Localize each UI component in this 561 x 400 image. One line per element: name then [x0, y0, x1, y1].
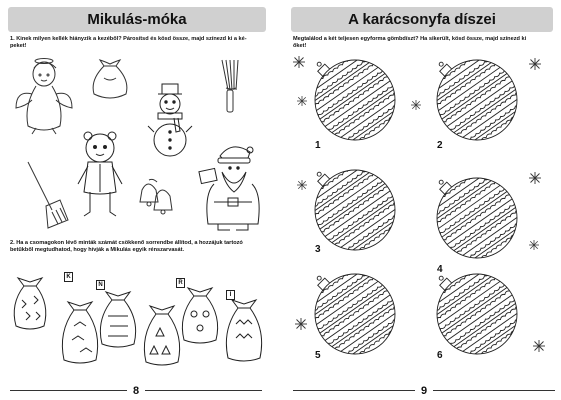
- child-icon: [74, 130, 126, 222]
- left-page: [0, 0, 272, 400]
- letter-box: N: [96, 280, 105, 290]
- right-page: [283, 0, 561, 400]
- gift-sack-icon: [180, 286, 220, 346]
- gift-sack-icon: [60, 300, 100, 366]
- angel-icon: [14, 58, 72, 136]
- santa-icon: [200, 140, 266, 232]
- sack-icon: [90, 58, 130, 100]
- ornaments-layer: [283, 0, 561, 400]
- ornament-icon[interactable]: [293, 149, 421, 271]
- task-1-instructions: 1. Kinek milyen kellék hiányzik a kezéből? Párosítsd és kösd össze, majd színezd ki a ké- peket!: [10, 36, 247, 49]
- gift-sack-icon: [224, 298, 264, 364]
- ornament-icon[interactable]: [415, 157, 543, 279]
- letter-box: I: [226, 290, 235, 300]
- task-instructions: Megtalálod a két teljesen egyforma gömbdíszt? Ha sikerült, kösd össze, majd színezd ki őket!: [293, 36, 527, 49]
- ornament-number: 6: [437, 350, 443, 361]
- gift-sack-icon: [142, 304, 182, 368]
- right-page-title: A karácsonyfa díszei: [291, 7, 553, 32]
- ornament-icon[interactable]: [415, 39, 543, 161]
- gift-sack-icon: [12, 276, 48, 332]
- page-number: 8: [127, 385, 145, 397]
- ornament-icon[interactable]: [293, 253, 421, 375]
- ornament-number: 3: [315, 244, 321, 255]
- letter-box: R: [176, 278, 185, 288]
- bells-icon: [138, 178, 176, 220]
- page-number: 9: [415, 385, 433, 397]
- page-gutter: [272, 0, 283, 400]
- gift-sack-icon: [98, 290, 138, 350]
- ornament-number: 2: [437, 140, 443, 151]
- letter-box: K: [64, 272, 73, 282]
- task-2-instructions: 2. Ha a csomagokon lévő minták számát csökkenő sorrendbe állítod, a hozzájuk tartozó betűkből megtudhatod, hogy hívják a Mikulás egyik rénszarvasát.: [10, 240, 243, 253]
- right-page-footer: [293, 385, 555, 396]
- left-page-footer: [10, 385, 262, 396]
- ornament-number: 4: [437, 264, 443, 275]
- snowman-icon: [148, 82, 192, 158]
- left-page-title: Mikulás-móka: [8, 7, 266, 32]
- ornament-icon[interactable]: [415, 253, 543, 375]
- ornament-number: 1: [315, 140, 321, 151]
- ornament-number: 5: [315, 350, 321, 361]
- twig-broom-icon: [218, 58, 240, 114]
- ornament-icon[interactable]: [293, 39, 421, 161]
- broom-icon: [26, 160, 70, 230]
